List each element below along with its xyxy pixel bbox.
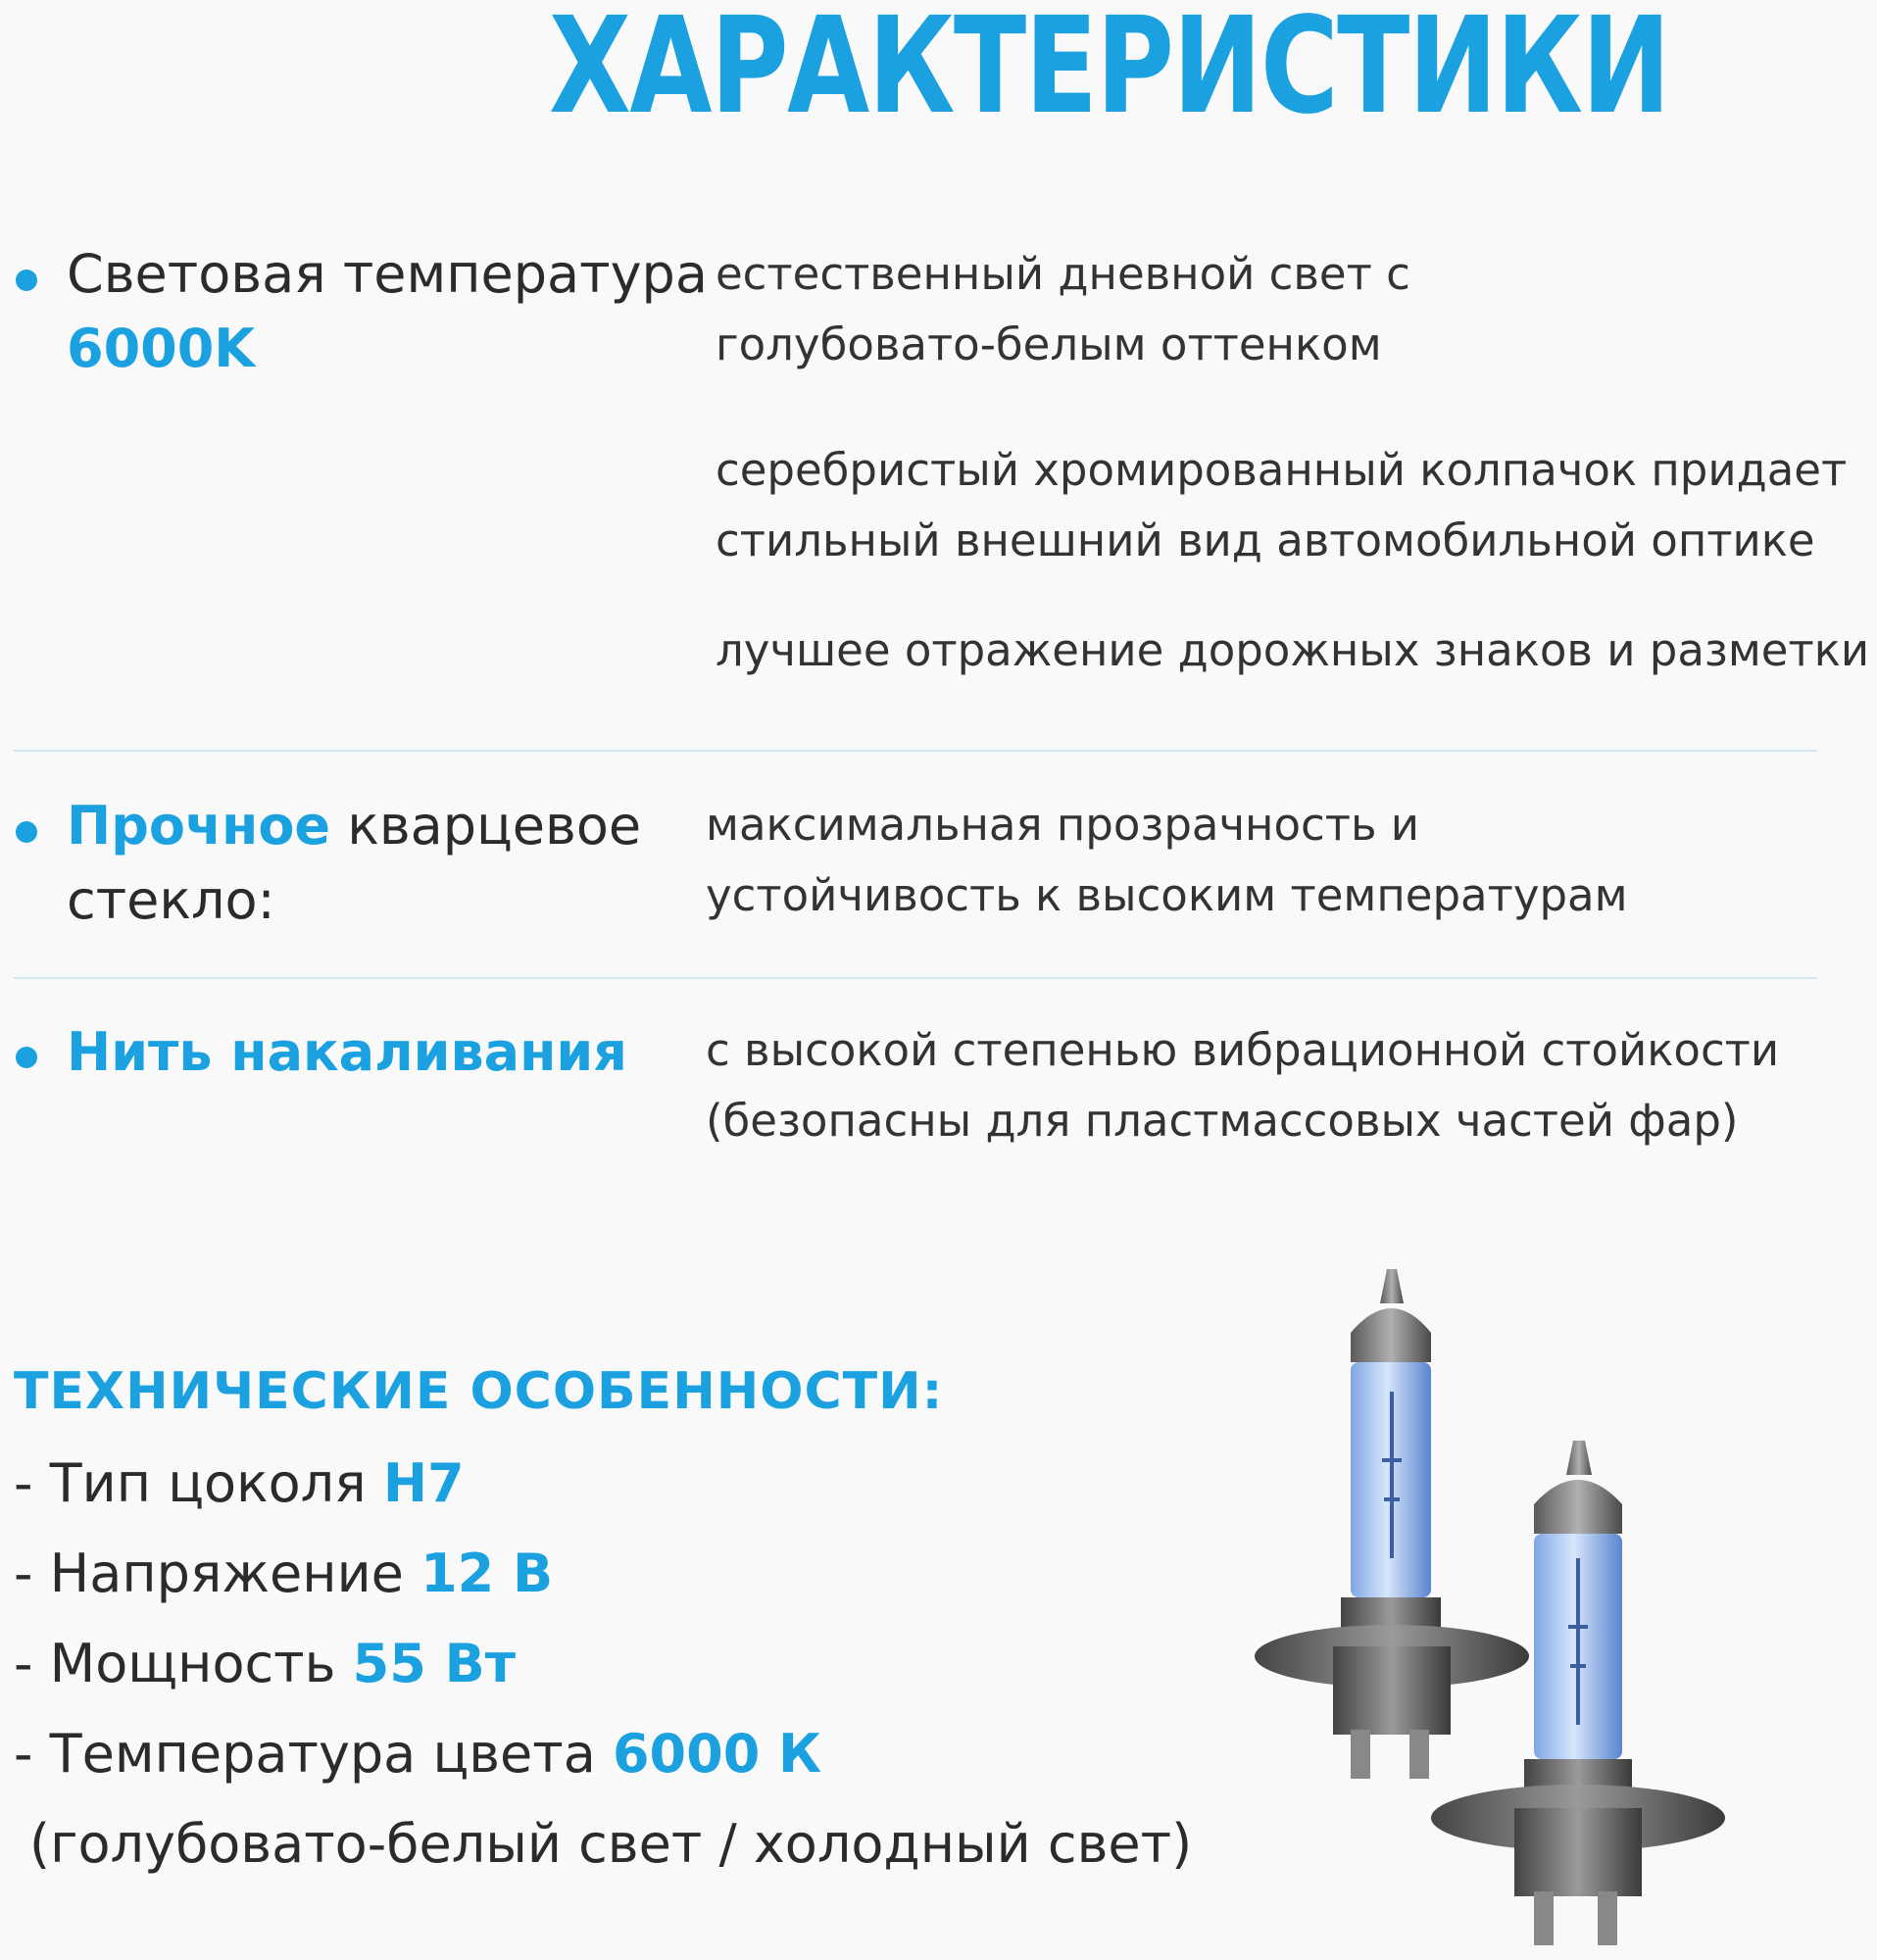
feature-label-text: стекло: [67,869,275,931]
tech-item-label: - Температура цвета [14,1723,596,1785]
section-divider [14,750,1817,752]
feature-description [706,790,1628,931]
page-title: ХАРАКТЕРИСТИКИ [549,0,1670,144]
headlight-bulbs-image [1235,1264,1745,1950]
description-line: голубовато-белым оттенком [716,318,1382,370]
tech-list [14,1446,1192,1882]
feature-label-temperature [67,237,708,386]
description-line: (безопасны для пластмассовых частей фар) [706,1095,1739,1147]
description-line: серебристый хромированный колпачок придает [716,444,1848,496]
tech-item-value: 12 В [420,1543,554,1604]
description-line: устойчивость к высоким температурам [706,869,1628,921]
feature-description [716,435,1847,576]
tech-item [14,1627,1192,1717]
tech-item-value: 55 Вт [352,1633,517,1694]
tech-item-label: - Тип цоколя [14,1452,367,1514]
tech-heading: ТЕХНИЧЕСКИЕ ОСОБЕННОСТИ: [14,1362,944,1421]
bullet-icon [16,1047,37,1068]
tech-item-value: 6000 К [612,1723,822,1785]
tech-item-label: - Напряжение [14,1543,404,1604]
feature-label-value: Прочное [67,795,331,857]
feature-label-value: Нить накаливания [67,1021,627,1083]
tech-item [14,1446,1192,1537]
description-line: максимальная прозрачность и [706,799,1420,851]
feature-label-filament [67,1015,627,1090]
bulb-front [1431,1441,1725,1945]
tech-item [14,1537,1192,1627]
tech-note: (голубовато-белый свет / холодный свет) [29,1813,1193,1875]
feature-description [716,239,1410,380]
feature-description [716,615,1869,686]
bulb-back [1255,1269,1529,1779]
bullet-icon [16,821,37,843]
description-line: с высокой степенью вибрационной стойкости [706,1024,1780,1076]
feature-label-text: кварцевое [347,795,642,857]
description-line: лучшее отражение дорожных знаков и разметки [716,624,1870,676]
tech-item [14,1717,1192,1807]
feature-label-text: Световая температура [67,243,708,305]
bullet-icon [16,270,37,291]
tech-item-value: H7 [382,1452,465,1514]
feature-label-glass [67,789,641,938]
description-line: естественный дневной свет с [716,248,1410,300]
section-divider [14,977,1817,979]
description-line: стильный внешний вид автомобильной оптике [716,514,1815,566]
tech-item-label: - Мощность [14,1633,336,1694]
feature-label-value: 6000K [67,318,256,379]
feature-description [706,1015,1779,1156]
